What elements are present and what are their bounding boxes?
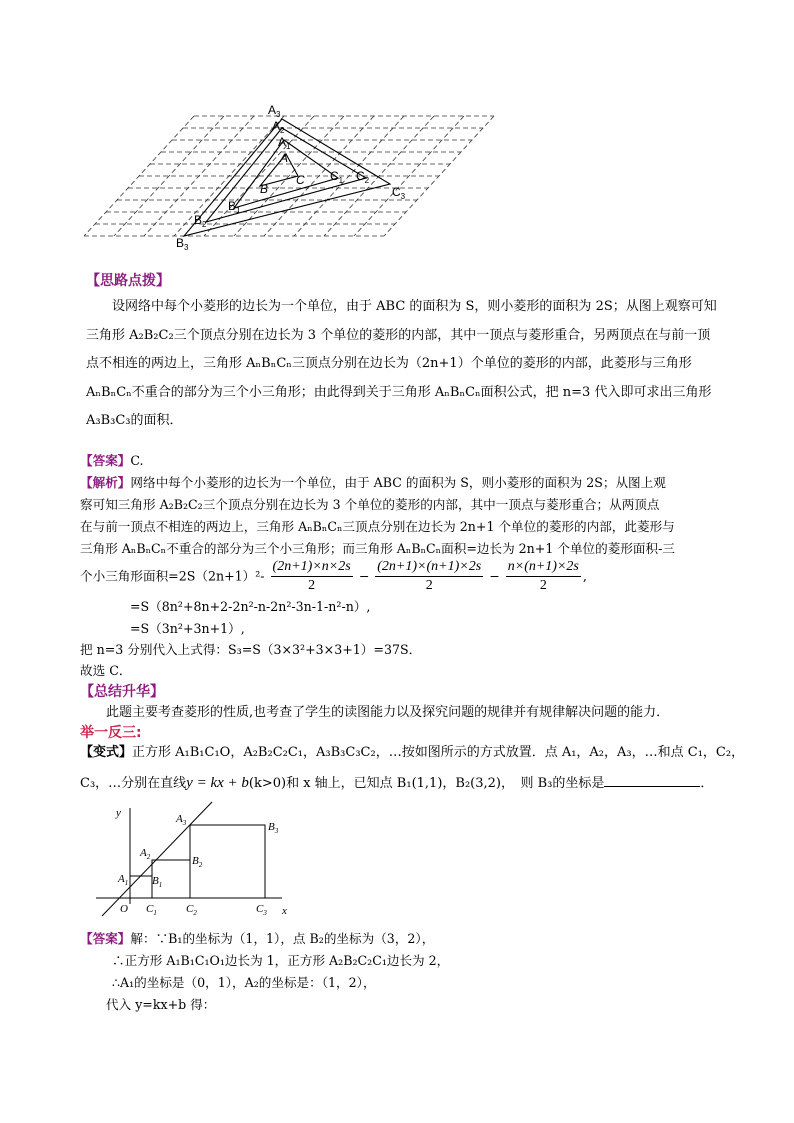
label-b: B xyxy=(260,182,269,196)
label-c3: $C_3$ xyxy=(392,185,406,201)
c1-label: $C_1$ xyxy=(146,903,157,917)
b1-label: $B_1$ xyxy=(152,875,163,889)
analysis-step-1: =S（8n²+8n+2-2n²-n-2n²-3n-1-n²-n）, xyxy=(130,599,371,614)
c3-label: $C_3$ xyxy=(256,903,267,917)
analysis-text-1: 网络中每个小菱形的边长为一个单位，由于 ABC 的面积为 S，则小菱形的面积为 2S；从图上观 xyxy=(130,475,666,490)
label-c: C xyxy=(296,173,305,187)
square-1 xyxy=(130,876,152,898)
answer-1-text: C. xyxy=(130,453,144,468)
analysis-label: 【解析】 xyxy=(80,475,131,490)
squares-figure xyxy=(96,800,296,922)
example-line-1 xyxy=(80,742,744,764)
answer-1-label: 【答案】 xyxy=(80,453,131,468)
x-label: x xyxy=(282,905,287,917)
label-c1: $C_1$ xyxy=(330,169,344,185)
answer-2-line-2: ∴正方形 A₁B₁C₁O₁边长为 1，正方形 A₂B₂C₂C₁边长为 2， xyxy=(112,953,450,968)
example-heading: 举一反三: xyxy=(80,725,142,741)
label-a: A xyxy=(280,151,289,165)
answer-2-line-3: ∴A₁的坐标是（0，1），A₂的坐标是：（1，2）， xyxy=(112,975,376,990)
analysis-line-2: 察可知三角形 A₂B₂C₂三个顶点分别在边长为 3 个单位的菱形的内部，其中一顶点与菱形重合；从两顶点 xyxy=(80,497,660,512)
answer-blank xyxy=(604,774,700,787)
variant-text-1: 正方形 A₁B₁C₁O，A₂B₂C₂C₁，A₃B₃C₃C₂，…按如图所示的方式放置．点 A₁，A₂，A₃，…和点 C₁，C₂， xyxy=(132,745,745,760)
analysis-formula: 个小三角形面积=2S（2n+1）²- $\frac{(2n+1)\times n\times 2s}{2}$ − $\frac{(2n+1)\times(n+1)\times 2s}{2}$ − $\frac{n\times(n+1)\times 2s}{2}$ , xyxy=(80,559,587,593)
answer-1 xyxy=(80,450,144,472)
label-b3: $B_3$ xyxy=(176,236,189,252)
hint-heading: 【思路点拨】 xyxy=(86,273,170,289)
a1-label: $A_1$ xyxy=(118,873,129,887)
answer-2-line-1 xyxy=(80,928,434,950)
fraction-1: $\frac{(2n+1)\times n\times 2s}{2}$ xyxy=(272,559,351,593)
analysis-substitute: 把 n=3 分别代入上式得：S₃=S（3×3²+3×3+1）=37S． xyxy=(80,642,422,657)
b2-label: $B_2$ xyxy=(192,855,203,869)
formula-prefix: 个小三角形面积=2S（2n+1）²- xyxy=(80,568,265,584)
label-a1: $A_1$ xyxy=(278,135,291,151)
origin-label: O xyxy=(120,903,128,915)
label-b1: $B_1$ xyxy=(228,199,241,215)
c2-label: $C_2$ xyxy=(186,903,197,917)
a2-label: $A_2$ xyxy=(140,847,151,861)
answer-2-line-4: 代入 y=kx+b 得： xyxy=(106,997,216,1012)
fraction-2: $\frac{(2n+1)\times(n+1)\times 2s}{2}$ xyxy=(377,559,482,593)
y-label: y xyxy=(116,807,121,819)
analysis-line-4: 三角形 AₙBₙCₙ不重合的部分为三个小三角形；而三角形 AₙBₙCₙ面积=边长为 2n+1 个单位的菱形面积-三 xyxy=(80,541,675,556)
summary-heading: 【总结升华】 xyxy=(80,684,164,700)
label-a2: $A_2$ xyxy=(272,119,285,135)
example-line-2: C₃，…分别在直线y = kx + b(k>0)和 x 轴上，已知点 B₁(1,1)，B₂(3,2)， 则 B₃的坐标是 ． xyxy=(80,775,714,791)
label-c2: $C_2$ xyxy=(356,169,370,185)
answer-2-label: 【答案】 xyxy=(80,931,131,946)
hint-paragraph: 设网络中每个小菱形的边长为一个单位，由于 ABC 的面积为 S，则小菱形的面积为 2S；从图上观察可知三角形 A₂B₂C₂三个顶点分别在边长为 3 个单位的菱形的内部，其中一顶点与菱形重合，另两顶点在与前一顶点不相连的两边上，三角形 AₙBₙCₙ三顶点分别在边长为（2n+1）个单位的菱形的内部，此菱形与三角形 AₙBₙCₙ不重合的部分为三个小三角形；由此得到关于三角形 AₙBₙCₙ面积公式，把 n=3 代入即可求出三角形 A₃B₃C₃的面积． xyxy=(86,299,717,429)
analysis-step-2: =S（3n²+3n+1）, xyxy=(130,621,245,636)
fraction-3: $\frac{n\times(n+1)\times 2s}{2}$ xyxy=(507,559,579,593)
summary-text: 此题主要考查菱形的性质,也考查了学生的读图能力以及探究问题的规律并有规律解决问题的能力． xyxy=(106,705,670,720)
a3-label: $A_3$ xyxy=(176,813,187,827)
b3-label: $B_3$ xyxy=(268,821,279,835)
label-b2: $B_2$ xyxy=(194,213,207,229)
label-a3: $A_3$ xyxy=(268,103,281,119)
analysis-conclusion: 故选 C． xyxy=(80,663,132,678)
analysis-line-3: 在与前一顶点不相连的两边上，三角形 AₙBₙCₙ三顶点分别在边长为 2n+1 个单位的菱形的内部，此菱形与 xyxy=(80,519,675,534)
rhombus-grid-figure xyxy=(84,96,504,254)
dashed-grid xyxy=(84,116,494,236)
variant-label: 【变式】 xyxy=(80,745,133,760)
answer-2-text-1: 解：∵B₁的坐标为（1，1），点 B₂的坐标为（3，2）， xyxy=(130,931,435,946)
analysis-line-1 xyxy=(80,472,666,494)
